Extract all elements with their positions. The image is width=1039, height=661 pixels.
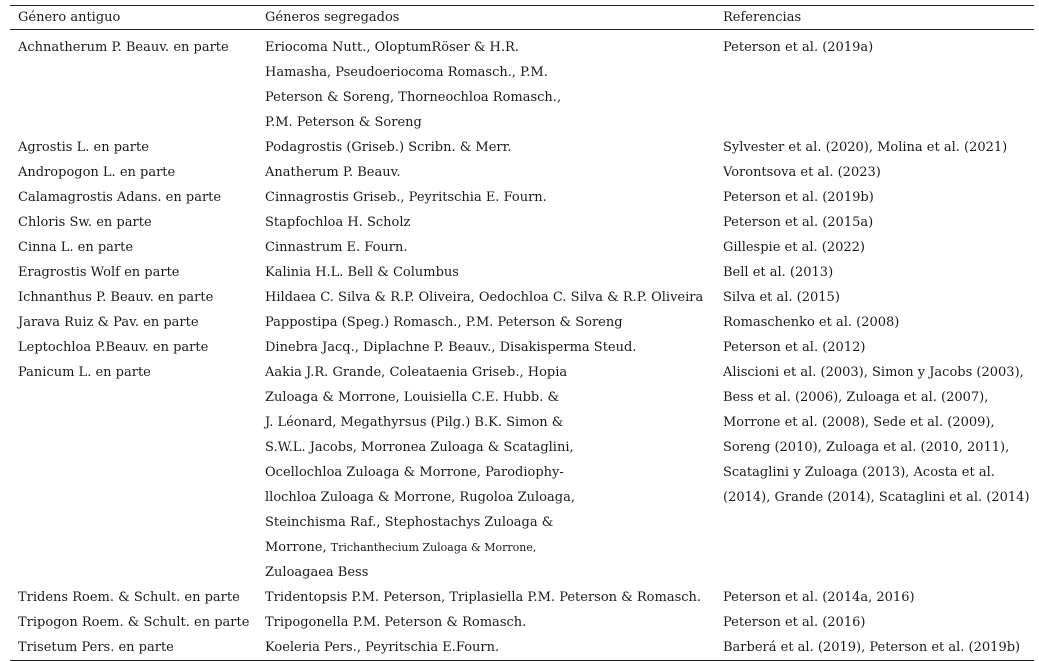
segregated-cell: Cinnagrostis Griseb., Peyritschia E. Fourn. bbox=[265, 190, 547, 205]
old-genus-cell: Tripogon Roem. & Schult. en parte bbox=[18, 615, 250, 630]
segregated-cell: Kalinia H.L. Bell & Columbus bbox=[265, 265, 459, 280]
segregated-cell: Tridentopsis P.M. Peterson, Triplasiella P.M. Peterson & Romasch. bbox=[265, 590, 702, 605]
old-genus-cell: Cinna L. en parte bbox=[18, 240, 134, 255]
header-references: Referencias bbox=[723, 10, 802, 25]
references-cell: Peterson et al. (2016) bbox=[723, 615, 866, 630]
table-row bbox=[10, 185, 1034, 210]
table-row bbox=[10, 335, 1034, 360]
trichanthecium-small-text: Trichanthecium Zuloaga & Morrone, bbox=[330, 541, 537, 554]
segregated-cell: Eriocoma Nutt., OloptumRöser & H.R. Hamasha, Pseudoeriocoma Romasch., P.M. Peterson & Soreng, Thorneochloa Romasch., P.M. Peterson & Soreng bbox=[265, 40, 562, 130]
table-row bbox=[10, 585, 1034, 610]
references-cell: Peterson et al. (2019a) bbox=[723, 40, 874, 55]
references-cell: Bell et al. (2013) bbox=[723, 265, 834, 280]
references-cell: Barberá et al. (2019), Peterson et al. (2019b) bbox=[723, 640, 1021, 655]
references-cell: Peterson et al. (2019b) bbox=[723, 190, 874, 205]
table-row bbox=[10, 235, 1034, 260]
segregated-cell: Podagrostis (Griseb.) Scribn. & Merr. bbox=[265, 140, 512, 155]
references-cell: Gillespie et al. (2022) bbox=[723, 240, 865, 255]
segregated-cell: Pappostipa (Speg.) Romasch., P.M. Peterson & Soreng bbox=[265, 315, 623, 330]
old-genus-cell: Jarava Ruiz & Pav. en parte bbox=[18, 315, 199, 330]
table-row bbox=[10, 30, 1034, 136]
table-row bbox=[10, 260, 1034, 285]
old-genus-cell: Panicum L. en parte bbox=[18, 365, 151, 380]
table-row bbox=[10, 160, 1034, 185]
old-genus-cell: Ichnanthus P. Beauv. en parte bbox=[18, 290, 214, 305]
segregated-cell: Koeleria Pers., Peyritschia E.Fourn. bbox=[265, 640, 500, 655]
references-cell: Peterson et al. (2014a, 2016) bbox=[723, 590, 915, 605]
segregated-cell: Cinnastrum E. Fourn. bbox=[265, 240, 408, 255]
old-genus-cell: Achnatherum P. Beauv. en parte bbox=[18, 40, 229, 55]
references-cell: Vorontsova et al. (2023) bbox=[723, 165, 881, 180]
table-row bbox=[10, 210, 1034, 235]
references-cell: Peterson et al. (2012) bbox=[723, 340, 866, 355]
table-row bbox=[10, 360, 1034, 585]
segregated-cell: Tripogonella P.M. Peterson & Romasch. bbox=[265, 615, 527, 630]
genera-table bbox=[10, 5, 1034, 661]
segregated-cell: Anatherum P. Beauv. bbox=[265, 165, 401, 180]
table-row bbox=[10, 610, 1034, 635]
old-genus-cell: Calamagrostis Adans. en parte bbox=[18, 190, 222, 205]
references-cell: Sylvester et al. (2020), Molina et al. (2021) bbox=[723, 140, 1008, 155]
table-row bbox=[10, 135, 1034, 160]
table-row bbox=[10, 310, 1034, 335]
segregated-cell: Stapfochloa H. Scholz bbox=[265, 215, 411, 230]
header-old-genus: Género antiguo bbox=[18, 10, 121, 25]
old-genus-cell: Chloris Sw. en parte bbox=[18, 215, 152, 230]
table-row bbox=[10, 285, 1034, 310]
old-genus-cell: Eragrostis Wolf en parte bbox=[18, 265, 180, 280]
old-genus-cell: Tridens Roem. & Schult. en parte bbox=[18, 590, 240, 605]
old-genus-cell: Trisetum Pers. en parte bbox=[18, 640, 174, 655]
references-cell: Peterson et al. (2015a) bbox=[723, 215, 874, 230]
old-genus-cell: Agrostis L. en parte bbox=[18, 140, 149, 155]
segregated-cell: Aakia J.R. Grande, Coleataenia Griseb., Hopia Zuloaga & Morrone, Louisiella C.E. Hubb. & J. Léonard, Megathyrsus (Pilg.) B.K. Simon & S.W.L. Jacobs, Morronea Zuloaga & Scataglini, Ocellochloa Zuloaga & Morrone, Parodiophy- llochloa Zuloaga & Morrone, Rugoloa Zuloaga, Steinchisma Raf., Stephostachys Zuloaga & Morrone, Trichanthecium Zuloaga & Morrone, Zuloagaea Bess bbox=[265, 365, 575, 580]
segregated-cell: Hildaea C. Silva & R.P. Oliveira, Oedochloa C. Silva & R.P. Oliveira bbox=[265, 290, 704, 305]
references-cell: Romaschenko et al. (2008) bbox=[723, 315, 900, 330]
references-cell: Aliscioni et al. (2003), Simon y Jacobs (2003), Bess et al. (2006), Zuloaga et al. (2007), Morrone et al. (2008), Sede et al. (2009), Soreng (2010), Zuloaga et al. (2010, 2011), Scataglini y Zuloaga (2013), Acosta et al. (2014), Grande (2014), Scataglini et al. (2014) bbox=[723, 365, 1030, 505]
references-cell: Silva et al. (2015) bbox=[723, 290, 840, 305]
old-genus-cell: Leptochloa P.Beauv. en parte bbox=[18, 340, 209, 355]
old-genus-cell: Andropogon L. en parte bbox=[18, 165, 176, 180]
table-row bbox=[10, 635, 1034, 661]
header-row bbox=[10, 6, 1034, 30]
segregated-cell: Dinebra Jacq., Diplachne P. Beauv., Disakisperma Steud. bbox=[265, 340, 637, 355]
header-segregated-genera: Géneros segregados bbox=[265, 10, 400, 25]
